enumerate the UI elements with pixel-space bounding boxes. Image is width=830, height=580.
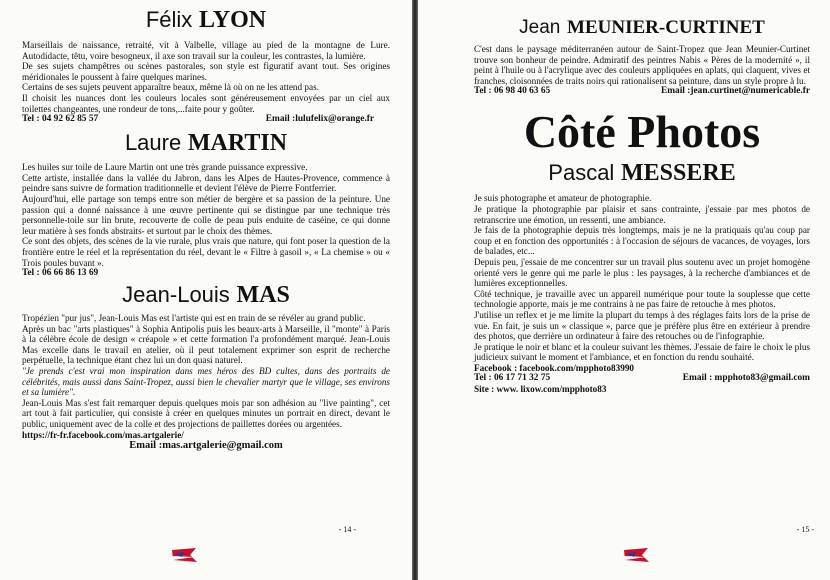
artist-name: Félix LYON xyxy=(145,7,267,33)
bio-paragraph: Je pratique le noir et blanc et la couleur suivant les thèmes. J'essaie de faire le choix le plus judicieux suivant le moment et l'ambiance, et en fonction du rendu souhaité. xyxy=(474,341,810,363)
artist-quote: "Je prends c'est vrai mon inspiration dans mes héros des BD cultes, dans des portraits de célébrités, mais aussi dans Saint-Tropez, aussi bien le chevalier martyr que le village, ses environs et sa lumière". xyxy=(22,366,390,398)
contact-line xyxy=(474,373,810,384)
bio-paragraph: Jean-Louis Mas s'est fait remarquer depuis quelques mois par son adhésion au "live painting", cet art tout à fait particulier, qui consiste à créer en quelques minutes un portrait en direct, devant le public, uniquement avec de la colle et des projections de paillettes dorées ou argentées. xyxy=(22,397,390,430)
artist-jean-louis-mas xyxy=(22,283,390,452)
bio-paragraph: Je pratique la photographie par plaisir et sans contrainte, j'essaie par mes photos de retranscrire une émotion, un ressenti, une ambiance. xyxy=(474,203,810,225)
email-address: Email :lulufelix@orange.fr xyxy=(265,114,374,125)
phone-number: Tel : 04 92 62 85 57 xyxy=(22,114,99,125)
bio-paragraph: Depuis peu, j'essaie de me concentrer sur un travail plus soutenu avec un projet homogène orienté vers le genre qui me parle le plus : les paysages, à la recherche d'ambiances et de lumières exceptionnelles. xyxy=(474,256,810,289)
contact-line xyxy=(22,268,390,279)
phone-number: Tel : 06 66 86 13 69 xyxy=(22,268,99,279)
bio-paragraph: Je suis photographe et amateur de photographie. xyxy=(474,193,652,204)
bio-paragraph: Certains de ses sujets peuvent apparaître beaux, même là où on ne les attend pas. xyxy=(22,82,319,93)
bio-paragraph: Tropézien "pur jus", Jean-Louis Mas est l'artiste qui est en train de se révéler au grand public. xyxy=(22,313,366,324)
bio-paragraph: J'utilise un reflex et je me limite la plupart du temps à des réglages faits lors de la prise de vue. En fait, je suis un « classique », parce que je préfère plus être en extérieur à prendre des photos, que derrière un ordinateur à faire des retouches ou de l'infographie. xyxy=(474,309,810,342)
bio-paragraph: Aujourd'hui, elle partage son temps entre son métier de bergère et sa passion de la peinture. Une passion qui a donné naissance à une œuvre pertinente qui se distingue par une technique très personnelle-toile sur lin brute, recouverte de colle de peau puis enduite de caséine, ce qui donne leur matière à ses fonds abstraits- et surtout par le choix des thèmes. xyxy=(22,193,390,236)
artist-pascal-messere xyxy=(474,161,810,395)
bio-paragraph: Ce sont des objets, des scènes de la vie rurale, plus vrais que nature, qui font poser la question de la frontière entre le réel et la représentation du réel, devant le « Filtre à gasoil », « La chemise » ou « Trois poules buvant ». xyxy=(22,236,390,268)
bio-paragraph: Les huiles sur toile de Laure Martin ont une très grande puissance expressive. xyxy=(22,162,308,173)
bio-paragraph: De ses sujets champêtres ou scènes pastorales, son style est figuratif avant tout. Ses origines méridionales le poussent à faire quelques marines. xyxy=(22,61,390,82)
artist-name: Laure MARTIN xyxy=(124,130,288,157)
flag-logo-icon xyxy=(622,546,652,566)
right-page-content xyxy=(474,0,810,395)
artist-felix-lyon xyxy=(22,8,390,125)
page-number: - 15 - xyxy=(796,525,814,534)
artist-name: Jean MEUNIER-CURTINET xyxy=(519,17,765,38)
phone-number: Tel : 06 98 40 63 65 xyxy=(474,86,551,97)
left-page xyxy=(0,0,412,580)
email-address: Email :mas.artgalerie@gmail.com xyxy=(129,440,283,452)
bio-paragraph: Côté technique, je travaille avec un appareil numérique pour toute la souplesse que cette technologie apporte, mais je me contrains à ne pas faire de retouche à mes photos. xyxy=(474,288,810,310)
bio-paragraph: Je fais de la photographie depuis très longtemps, mais je ne la pratiquais qu'au coup par coup et en fonction des opportunités : à l'occasion de séjours de vacances, de voyages, lors de balades, etc... xyxy=(474,225,810,257)
bio-paragraph: Il choisit les nuances dont les couleurs locales sont généreusement envoyées par un ciel aux toilettes changeantes, une rondeur de tons,...faite pour y goûter. xyxy=(22,92,390,114)
email-address: Email : mpphoto83@gmail.com xyxy=(682,373,810,384)
artist-jean-meunier-curtinet xyxy=(474,14,810,97)
artist-name: Pascal MESSERE xyxy=(548,160,736,187)
bio-paragraph: Cette artiste, installée dans la vallée du Jabron, dans les Alpes de Hautes-Provence, commence à peindre sans suivre de formation traditionnelle et devient l'élève de Pierre Fontferrier. xyxy=(22,172,390,194)
facebook-link[interactable]: Facebook : facebook.com/mpphoto83990 xyxy=(474,362,635,373)
phone-number: Tel : 06 17 71 32 75 xyxy=(474,373,551,384)
bio-paragraph: C'est dans le paysage méditerranéen autour de Saint-Tropez que Jean Meunier-Curtinet trouve son bonheur de peindre. Admiratif des peintres Nabis « Pères de la modernité », il peint à l'huile ou à l'acrylique avec des couleurs appliquées en aplats, qui claquent, vives et franches, cloisonnées de traits noirs qui rationalisent sa peinture, dans un style propre à lu. xyxy=(474,44,810,86)
page-number: - 14 - xyxy=(338,525,356,534)
right-page xyxy=(418,0,830,580)
left-page-content xyxy=(22,0,390,452)
contact-line xyxy=(22,114,390,125)
artist-name: Jean-Louis MAS xyxy=(122,282,290,309)
facebook-link[interactable]: https://fr-fr.facebook.com/mas.artgalerie/ xyxy=(22,429,184,440)
section-headline: Côté Photos xyxy=(523,106,761,158)
artist-laure-martin xyxy=(22,131,390,279)
bio-paragraph: Marseillais de naissance, retraité, vit à Valbelle, village au pied de la montagne de Lure. Autodidacte, têtu, voire besogneux, il axe son travail sur la couleur, les contrastes, la lumière. xyxy=(22,40,390,61)
contact-line xyxy=(474,86,810,97)
website-link[interactable]: Site : www. lixow.com/mpphoto83 xyxy=(474,384,607,395)
email-address: Email :jean.curtinet@numericable.fr xyxy=(660,86,810,97)
flag-logo-icon xyxy=(170,546,200,566)
bio-paragraph: Après un bac "arts plastiques" à Sophia Antipolis puis les beaux-arts à Marseille, il "monte" à Paris à la célèbre école de design « créapole » et cette formation l'a profondément marqué. Jean-Louis Mas excelle dans le travail en atelier, où il peut totalement exprimer son esprit de recherche perpétuelle, la technique étant chez lui un don quasi naturel. xyxy=(22,323,390,366)
